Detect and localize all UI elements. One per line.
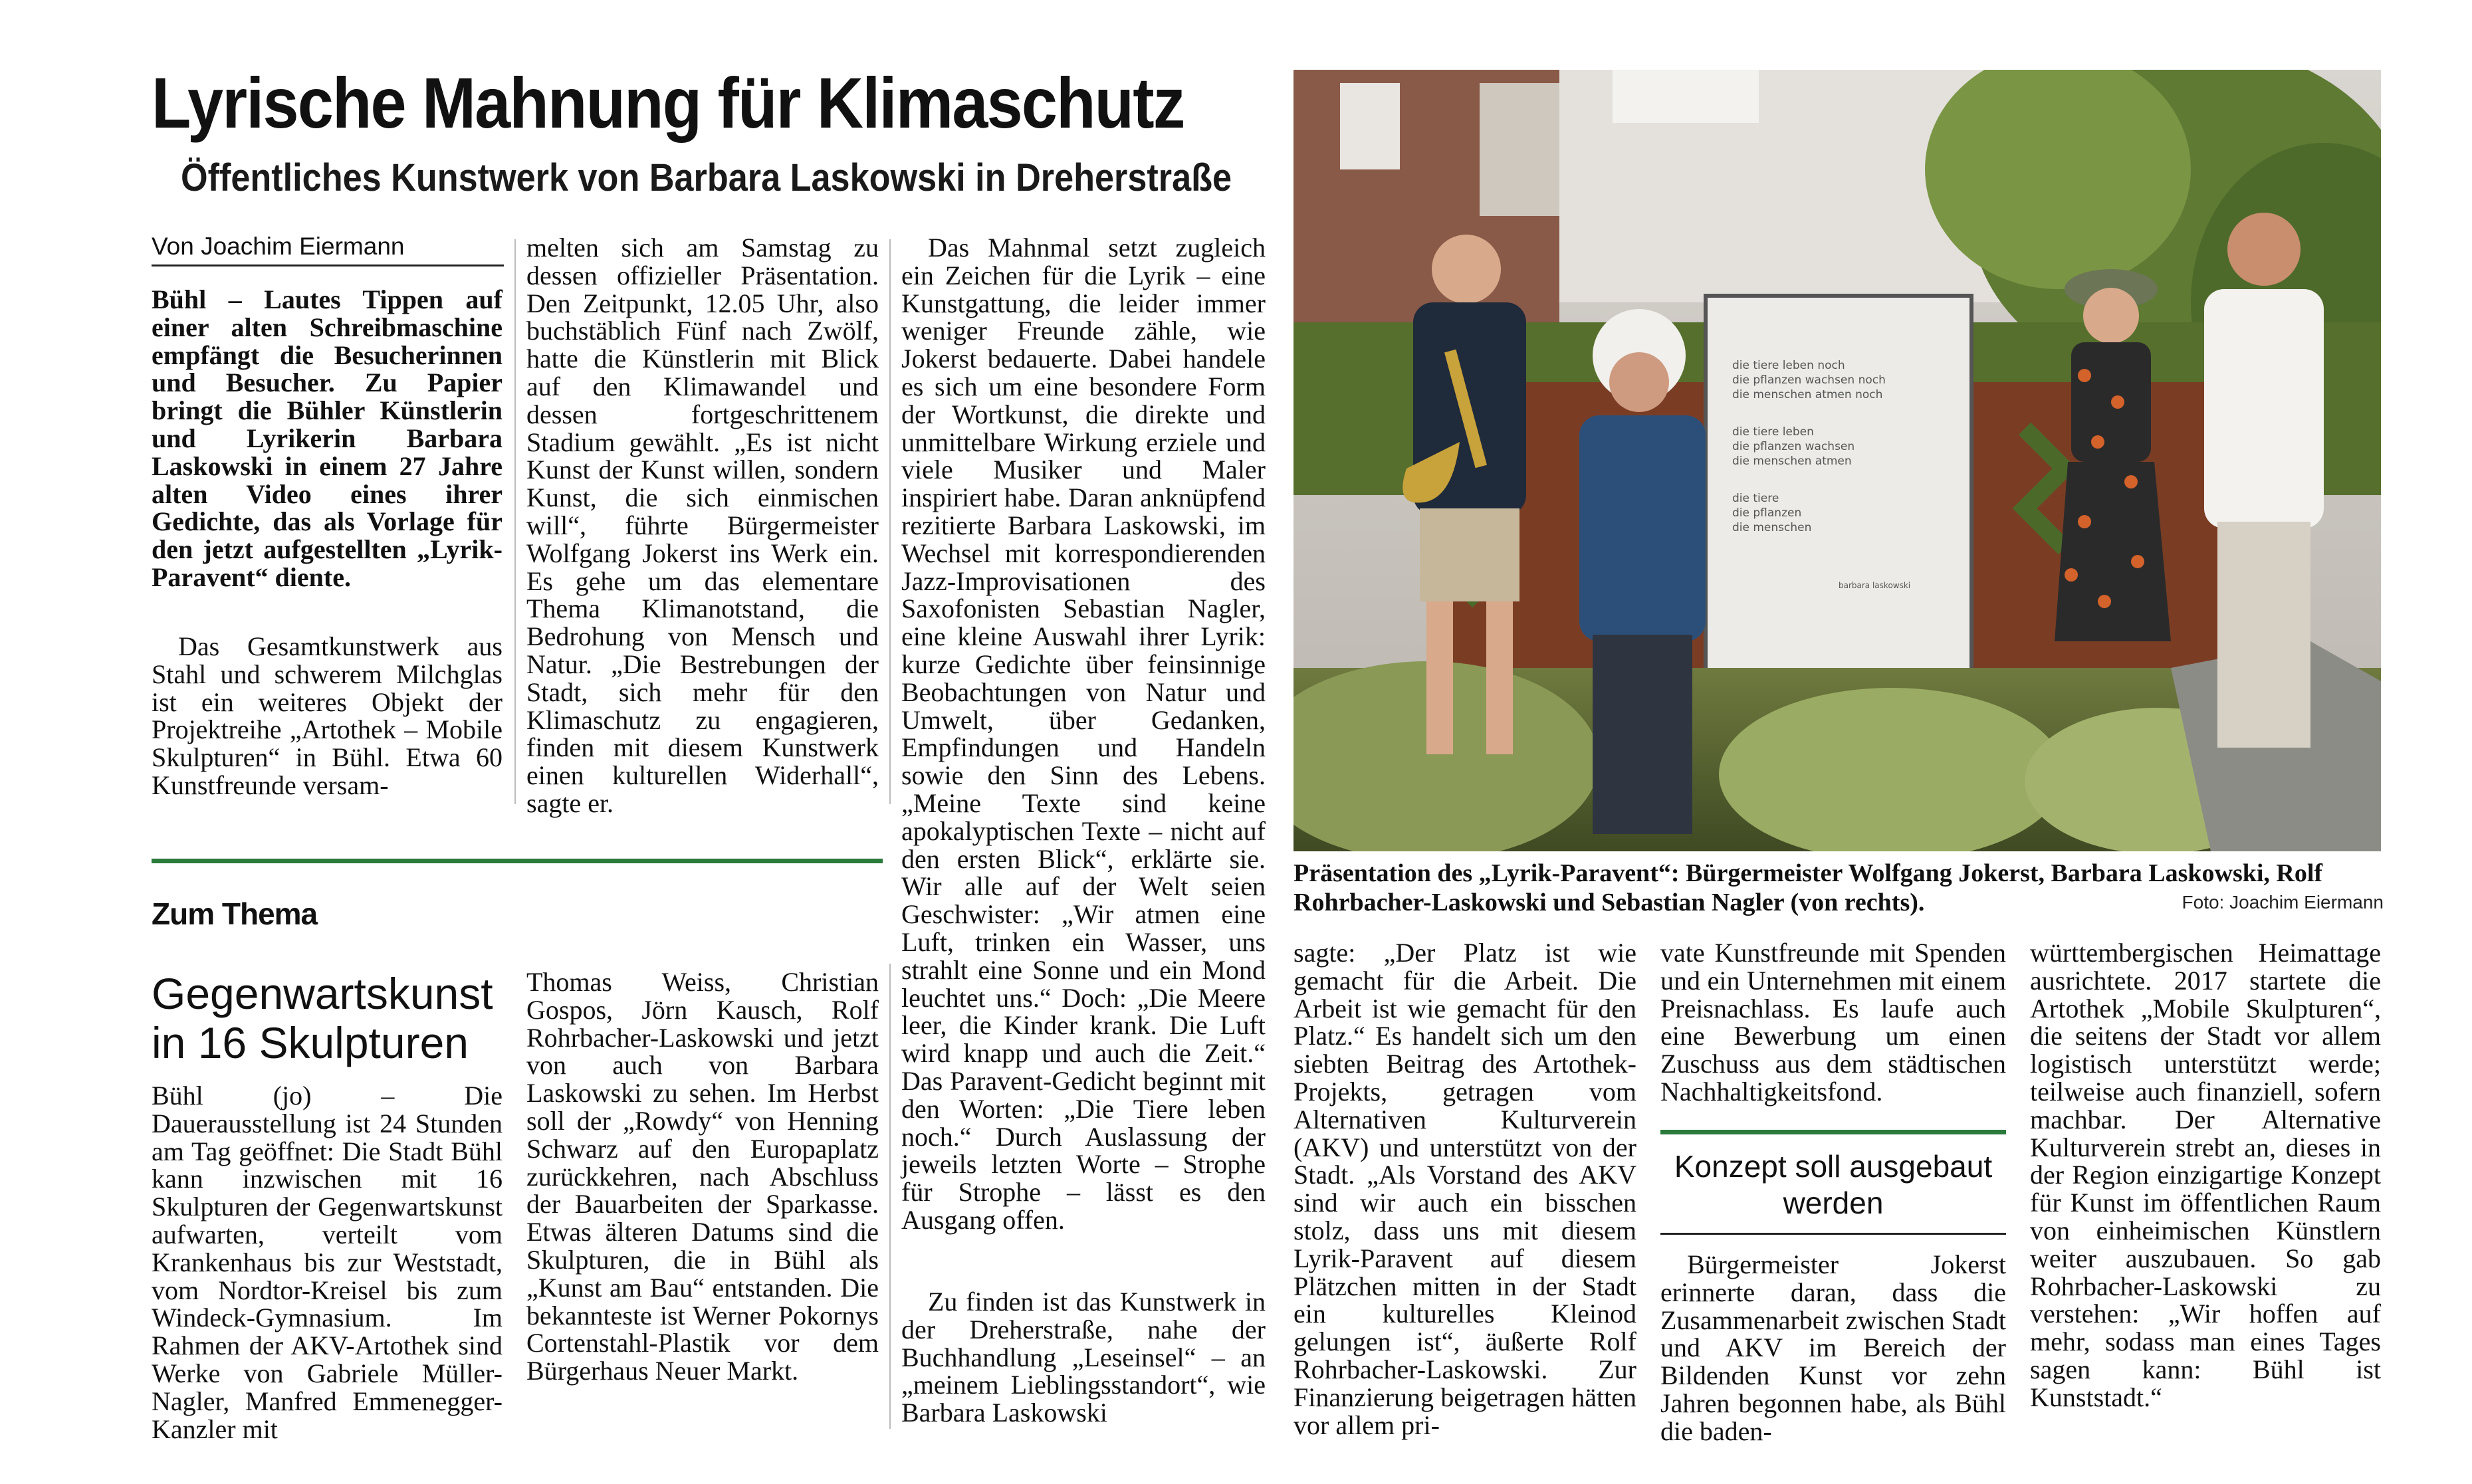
headline: Lyrische Mahnung für Klimaschutz bbox=[152, 62, 1184, 143]
sidebar-top-rule bbox=[152, 859, 883, 863]
sidebar-kicker: Zum Thema bbox=[152, 897, 318, 931]
column-divider bbox=[514, 239, 516, 804]
subhead-bottom-rule bbox=[1660, 1233, 2006, 1235]
svg-text:die tiere: die tiere bbox=[1732, 492, 1779, 505]
svg-text:die pflanzen wachsen noch: die pflanzen wachsen noch bbox=[1732, 373, 1886, 387]
svg-text:die menschen: die menschen bbox=[1732, 521, 1812, 534]
sidebar-title: Gegenwartskunst in 16 Skulpturen bbox=[152, 969, 493, 1067]
article-col5-body: vate Kunstfreunde mit Spenden und ein Unternehmen mit einem Preisnachlass. Es laufe auch eine Bewerbung um einen Zuschuss aus dem städtischen Nachhaltigkeitsfond. bbox=[1660, 938, 2006, 1107]
article-col3-body: Das Mahnmal setzt zugleich ein Zeichen für die Lyrik – eine Kunstgattung, die leider immer weniger Freunde zähle, wie Jokerst bedauerte. Dabei handele es sich um eine besondere Form der Wortkunst, die direkte und unmittelbare Wirkung erziele und viele Musiker und Maler inspiriert habe. Daran anknüpfend rezitierte Barbara Laskowski, im Wechsel mit korrespondierenden Jazz-Improvisationen des Saxofonisten Sebastian Nagler, eine kleine Auswahl ihrer Lyrik: kurze Gedichte über feinsinnige Beobachtungen von Natur und Umwelt, über Gedanken, Empfindungen und Handeln sowie den Sinn des Lebens. „Meine Texte sind keine apokalyptischen Texte – nicht auf den ersten Blick“, erklärte sie. Wir alle auf der Welt seien Geschwister: „Wir atmen eine Luft, trinken ein Wasser, uns strahlt eine Sonne und ein Mond leuchtet uns.“ Doch: „Die Meere leer, die Kinder krank. Die Luft wird knapp und auch die Zeit.“ Das Paravent-Gedicht beginnt mit den Worten: „Die Tiere leben noch.“ Durch Auslassung der jeweils letzten Worte – Strophe für Strophe – lässt es den Ausgang offen. bbox=[901, 233, 1266, 1235]
article-col3-body-2: Zu finden ist das Kunstwerk in der Dreherstraße, nahe der Buchhandlung „Leseinsel“ – an „meinem Lieblingsstandort“, wie Barbara Laskowski bbox=[901, 1287, 1266, 1428]
article-col6-body: württembergischen Heimattage ausrichtete. 2017 startete die Artothek „Mobile Skulpturen“, die seitens der Stadt vor allem logistisch unterstützt werde; teilweise auch finanziell, sofern machbar. Der Alternative Kulturverein strebt an, dieses in der Region einzigartige Konzept für Kunst im öffentlichen Raum von einheimischen Künstlern weiter auszubauen. So gab Rohrbacher-Laskowski zu verstehen: „Wir hoffen auf mehr, sodass man eines Tages sagen kann: Bühl ist Kunststadt.“ bbox=[2030, 938, 2381, 1412]
article-col5-body-2: Bürgermeister Jokerst erinnerte daran, dass die Zusammenarbeit zwischen Stadt und AKV im Bereich der Bildenden Kunst vor zehn Jahren begonnen habe, als Bühl die baden- bbox=[1660, 1249, 2006, 1446]
article-col2-body: melten sich am Samstag zu dessen offizieller Präsentation. Den Zeitpunkt, 12.05 Uhr, also buchstäblich Fünf nach Zwölf, hatte die Künstlerin mit Blick auf den Klimawandel und dessen fortgeschrittenem Stadium gewählt. „Es ist nicht Kunst der Kunst willen, sondern Kunst, die sich einmischen will“, führte Bürgermeister Wolfgang Jokerst ins Werk ein. Es gehe um das elementare Thema Klimanotstand, die Bedrohung von Mensch und Natur. „Die Bestrebungen der Stadt, sich mehr für den Klimaschutz zu engagieren, finden mit diesem Kunstwerk einen kulturellen Widerhall“, sagte er. bbox=[526, 233, 879, 818]
article-col1-body: Das Gesamtkunstwerk aus Stahl und schwerem Milchglas ist ein weiteres Objekt der Projektreihe „Artothek – Mobile Skulpturen“ in Bühl. Etwa 60 Kunstfreunde versam- bbox=[152, 631, 503, 800]
svg-text:die pflanzen: die pflanzen bbox=[1732, 506, 1802, 520]
sidebar-col2: Thomas Weiss, Christian Gospos, Jörn Kausch, Rolf Rohrbacher-Laskowski und jetzt von auch von Barbara Laskowski zu sehen. Im Herbst soll der „Rowdy“ von Henning Schwarz auf den Europaplatz zurückkehren, nach Abschluss der Bauarbeiten der Sparkasse. Etwas älteren Datums sind die Skulpturen, die in Bühl als „Kunst am Bau“ entstanden. Die bekannteste ist Werner Pokornys Cortenstahl-Plastik vor dem Bürgerhaus Neuer Markt. bbox=[526, 967, 879, 1386]
article-lead: Bühl – Lautes Tippen auf einer alten Schreibmaschine empfängt die Besucherinnen und Besucher. Zu Papier bringt die Bühler Künstlerin und Lyrikerin Barbara Laskowski in einem 27 Jahre alten Video eines ihrer Gedichte, das als Vorlage für den jetzt aufgestellten „Lyrik-Paravent“ diente. bbox=[152, 284, 503, 592]
subheadline: Öffentliches Kunstwerk von Barbara Laskowski in Dreherstraße bbox=[181, 156, 1232, 199]
column-divider bbox=[889, 964, 891, 1429]
svg-text:die menschen atmen: die menschen atmen bbox=[1732, 455, 1852, 468]
svg-text:die pflanzen wachsen: die pflanzen wachsen bbox=[1732, 440, 1855, 453]
svg-text:die tiere leben noch: die tiere leben noch bbox=[1732, 359, 1845, 372]
sidebar-col1: Bühl (jo) – Die Dauerausstellung ist 24 Stunden am Tag geöffnet: Die Stadt Bühl kann inzwischen mit 16 Skulpturen der Gegenwartskunst aufwarten, verteilt vom Krankenhaus bis zur Weststadt, vom Nordtor-Kreisel bis zum Windeck-Gymnasium. Im Rahmen der AKV-Artothek sind Werke von Gabriele Müller-Nagler, Manfred Emmenegger-Kanzler mit bbox=[152, 1081, 503, 1444]
photo-credit: Foto: Joachim Eiermann bbox=[2182, 892, 2384, 912]
subhead-top-rule bbox=[1660, 1130, 2006, 1134]
svg-text:die menschen atmen noch: die menschen atmen noch bbox=[1732, 388, 1883, 401]
svg-text:die tiere leben: die tiere leben bbox=[1732, 425, 1814, 439]
column-divider bbox=[889, 239, 891, 804]
photo-caption: Präsentation des „Lyrik-Paravent“: Bürgermeister Wolfgang Jokerst, Barbara Laskowski, Rolf Rohrbacher-Laskowski und Sebastian Nagler (von rechts). bbox=[1293, 859, 2323, 916]
svg-text:barbara laskowski: barbara laskowski bbox=[1839, 581, 1911, 590]
article-photo bbox=[1293, 70, 2381, 851]
col5-subheading: Konzept soll ausgebaut werden bbox=[1674, 1149, 1993, 1220]
byline: Von Joachim Eiermann bbox=[152, 233, 504, 266]
article-col4-body: sagte: „Der Platz ist wie gemacht für die Arbeit. Die Arbeit ist wie gemacht für den Platz.“ Es handelt sich um den siebten Beitrag des Artothek-Projekts, getragen vom Alternativen Kulturverein (AKV) und unterstützt von der Stadt. „Als Vorstand des AKV sind wir auch ein bisschen stolz, dass uns mit diesem Lyrik-Paravent auf diesem Plätzchen mitten in der Stadt ein kulturelles Kleinod gelungen ist“, äußerte Rolf Rohrbacher-Laskowski. Zur Finanzierung beigetragen hätten vor allem pri- bbox=[1293, 938, 1636, 1440]
